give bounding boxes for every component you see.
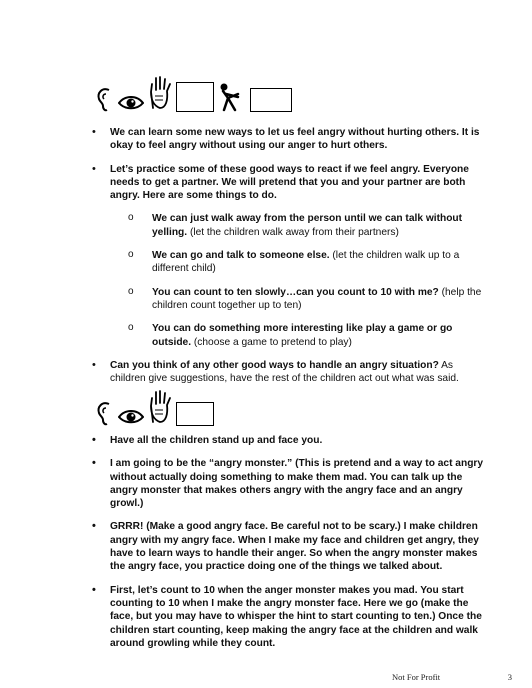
list-item	[90, 520, 490, 573]
normal-text: (choose a game to pretend to play)	[191, 336, 352, 348]
sub-list-item	[122, 286, 490, 313]
picture-box	[176, 402, 214, 426]
list-item	[90, 434, 490, 447]
ear-icon	[96, 86, 114, 112]
eye-icon	[118, 94, 144, 112]
eye-icon	[118, 408, 144, 426]
normal-text: (Make a good angry face. Be careful not to be scary.)	[143, 521, 404, 533]
hand-icon	[148, 390, 172, 426]
list-item	[90, 457, 490, 510]
normal-text: As children give suggestions, have the rest of the children act out what was said.	[110, 359, 459, 385]
hand-icon	[148, 76, 172, 112]
sub-list	[110, 212, 490, 348]
sub-list-item	[122, 212, 490, 239]
list-item	[90, 126, 490, 153]
activity-icons-row	[96, 72, 292, 112]
sub-list-item	[122, 249, 490, 276]
ear-icon	[96, 400, 114, 426]
bold-text: Can you think of any other good ways to handle an angry situation?	[110, 359, 439, 371]
section-1-list	[90, 126, 490, 395]
person-pushing-box-icon	[218, 82, 246, 112]
list-item	[90, 163, 490, 349]
bold-text: I make children angry with my angry face. When I make my face and children get angry, they have to learn ways to handle their anger. So when the angry monster makes the angry face, you practice doing one of the things we talked about.	[110, 521, 479, 573]
page-number: 3	[507, 672, 512, 682]
list-item	[90, 584, 490, 650]
section-2-list	[90, 434, 490, 660]
bold-text: We can just walk away from the person until we can talk without yelling.	[152, 213, 463, 238]
bold-text: We can learn some new ways to let us feel angry without hurting others. It is okay to feel angry without using our anger to hurt others.	[110, 127, 480, 152]
bold-text: You can count to ten slowly…can you count to 10 with me?	[152, 286, 439, 298]
picture-box	[176, 82, 214, 112]
sub-list-item	[122, 322, 490, 349]
bold-text: GRRR!	[110, 521, 144, 533]
normal-text: (This is pretend and a way to act angry without actually doing something to make them mad. You can talk up the angry monster that makes others angry with the angry face and an angry growl.)	[110, 458, 484, 510]
normal-text: (let the children walk away from their partners)	[187, 226, 399, 238]
footer-text: Not For Profit	[392, 672, 441, 682]
bold-text: Let’s practice some of these good ways to react if we feel angry. Everyone needs to get a partner. We will pretend that you and your partner are both angry. Here are some things to do.	[110, 163, 469, 202]
page-footer	[392, 672, 512, 682]
normal-text: (help the children count together up to ten)	[152, 286, 482, 311]
activity-icons-row	[96, 386, 214, 426]
bold-text: I am going to be the “angry monster.”	[110, 458, 293, 470]
normal-text: Have all the children stand up and face you.	[110, 435, 323, 446]
normal-text: (make the face, but you may have to whisper the hint to start counting to ten.) Once the children start counting, keep making the angry face at the children and walk around growling while they count.	[110, 597, 482, 649]
list-item	[90, 359, 490, 386]
picture-box	[250, 88, 292, 112]
bold-text: First, let’s count to 10 when the anger monster makes you mad. You start counting to 10 when I make the angry monster face. Here we go	[110, 584, 464, 609]
bold-text: We can go and talk to someone else.	[152, 250, 330, 262]
normal-text: (let the children walk up to a different child)	[152, 250, 460, 275]
bold-text: You can do something more interesting like play a game or go outside.	[152, 323, 453, 348]
